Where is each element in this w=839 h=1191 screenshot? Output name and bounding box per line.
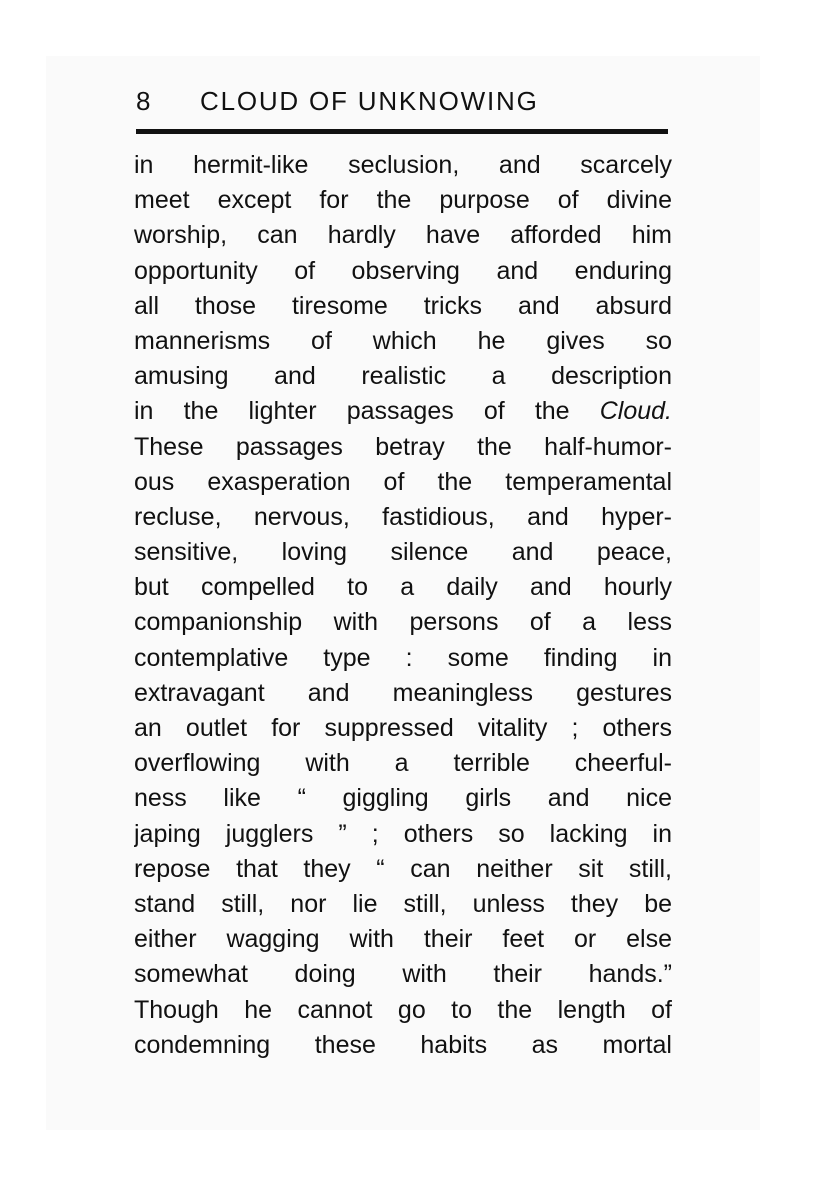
text-line: sensitive, loving silence and peace, [134, 538, 672, 567]
running-header [136, 86, 670, 122]
text-line: mannerisms of which he gives so [134, 326, 672, 355]
text-line: extravagant and meaningless gestures [134, 678, 672, 707]
text-line: an outlet for suppressed vitality ; others [134, 714, 672, 742]
header-rule [136, 129, 668, 134]
text-line: in hermit-like seclusion, and scarcely [134, 151, 672, 179]
text-line: contemplative type : some finding in [134, 643, 672, 672]
text-line: japing jugglers ” ; others so lacking in [134, 819, 672, 848]
text-line: opportunity of observing and enduring [134, 256, 672, 285]
text-line: either wagging with their feet or else [134, 925, 672, 954]
text-line: Though he cannot go to the length of [134, 995, 672, 1024]
text-line: These passages betray the half-humor- [134, 432, 672, 461]
running-title: CLOUD OF UNKNOWING [200, 86, 539, 116]
text-line: in the lighter passages of the Cloud. [134, 397, 672, 426]
italic-title: Cloud. [599, 397, 672, 426]
text-line: worship, can hardly have afforded him [134, 221, 672, 250]
text-line: companionship with persons of a less [134, 608, 672, 637]
page-number: 8 [136, 86, 153, 116]
text-line: meet except for the purpose of divine [134, 186, 672, 215]
body-text [134, 148, 672, 1063]
text-line: somewhat doing with their hands.” [134, 960, 672, 989]
text-line: ness like “ giggling girls and nice [134, 784, 672, 813]
text-line: overflowing with a terrible cheerful- [134, 749, 672, 778]
text-line: repose that they “ can neither sit still, [134, 854, 672, 883]
text-line: stand still, nor lie still, unless they be [134, 889, 672, 918]
text-line: amusing and realistic a description [134, 362, 672, 391]
text-line: all those tiresome tricks and absurd [134, 291, 672, 320]
text-line: but compelled to a daily and hourly [134, 573, 672, 602]
text-line: condemning these habits as mortal [134, 1030, 672, 1059]
text-line: ous exasperation of the temperamental [134, 467, 672, 496]
text-line: recluse, nervous, fastidious, and hyper- [134, 502, 672, 531]
